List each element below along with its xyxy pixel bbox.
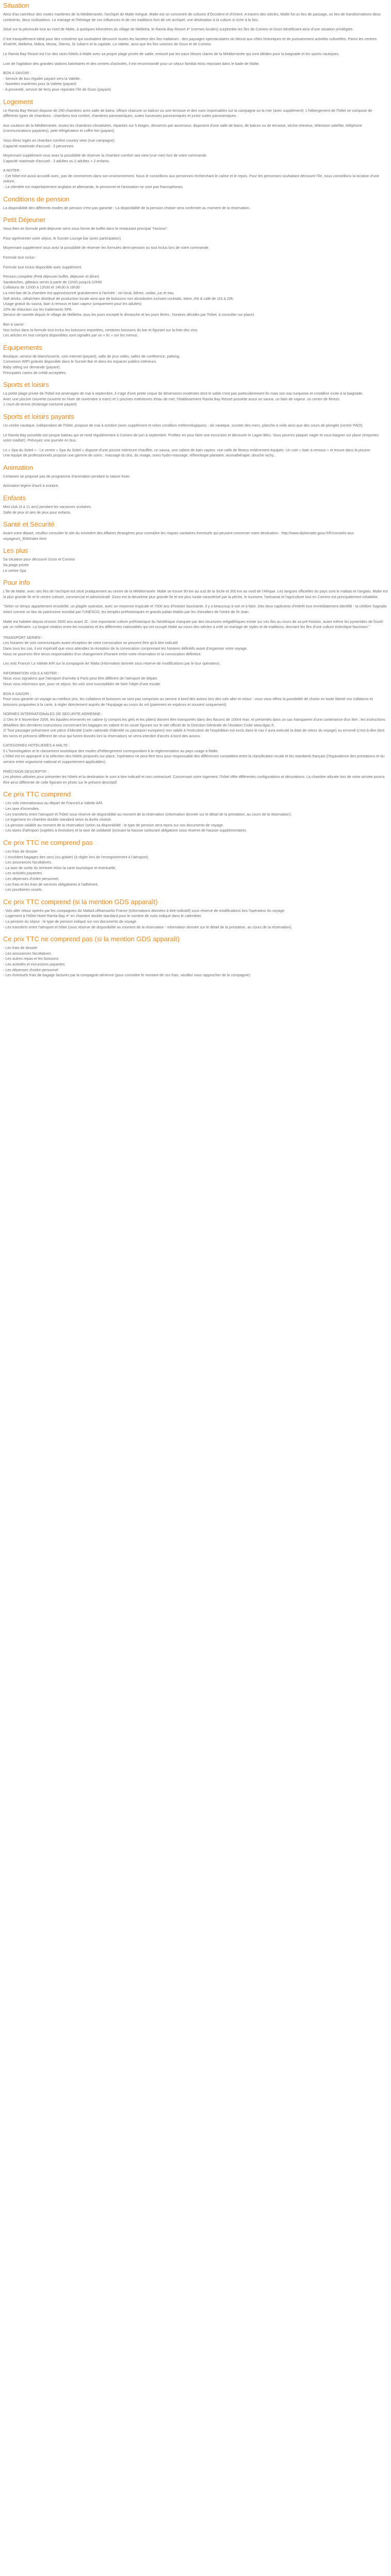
section-paragraph: Le « Spa du Soleil » - Le centre « Spa du Soleil » dispose d'une piscine intérieure chauffée, un sauna, une cabine de bain vapeur, une salle de fitness entièrement équipée. Un coin « bain à remous » et trouve dans la piscine. Une équipe de professionnels propose une gamme de soins : massage du dos, du visage, soins hydro-massage, réflexologie plantaire, aromathérapie, douche vichy... xyxy=(3,447,371,458)
section-paragraph: Pension complète (Petit déjeuner buffet, déjeuner et dîner) Sandwiches, gâteaux servis à partir de 11h00 jusqu'à 22h00 Collations de 11h00 à 12h30 et 14h30 à 16h30 La mini-bar de la chambre est approvisionné gratuitement à l'arrivée : vin local, bières, sodas, jus et eau. Soft drinks, rafraîchies distribué de production locale ainsi que de boissons non alcoolisées incluant cocktails, bière, thé & café de 11h à 23h. Usage gratuit du sauna, bain à remous et bain vapeur (uniquement pour les adultes) 10% de réduction sur les traitements SPA Service de navette depuis le village de Mellieha, tous les jours excepté le dimanche et les jours fériés ; horaires décidés par l'hôtel, à consulter sur place) xyxy=(3,274,254,317)
section-heading: Ce prix TTC comprend xyxy=(3,790,71,799)
section-6 xyxy=(3,413,388,459)
section-list xyxy=(3,801,388,834)
section-paragraph: Un centre nautique, indépendant de l'hôtel, propose de mai à octobre (avec supplément et selon condition météorologiques) : ski nautique, scooter des mers, planche à voile ainsi que des cours de plongée (centre PADI). xyxy=(3,422,364,428)
section-heading: Equipements xyxy=(3,343,42,351)
list-line: - Les vols internationaux au départ de France/La Valette A/R. xyxy=(3,801,104,806)
section-paragraph: La disponibilité des différents modes de pension n'est pas garantie ; La disponibilité de la pension choisie sera confirmée au moment de la réservation. xyxy=(3,205,251,210)
list-line: - Les éventuels frais de bagage facturés par la compagnie aérienne (pour connaître le montant de ces frais, veuillez vous rapprocher de la compagnie) xyxy=(3,973,251,978)
section-heading: Sports et loisirs xyxy=(3,381,49,389)
list-line: - Navettes maritimes pour la Valette (payant) xyxy=(3,81,77,87)
section-heading: Les plus xyxy=(3,547,28,555)
section-paragraph: Le Ramla Bay Resort est l'un des rares hôtels à Malte avec sa propre plage privée de sable, entouré par les eaux bleues claires de la Méditerranée qui vont idéales pour la baignade et les sports nautiques. xyxy=(3,51,340,56)
section-8 xyxy=(3,494,388,515)
section-list xyxy=(3,945,388,978)
section-paragraph: Vous êtes en formule petit-déjeuner servi sous forme de buffet dans le restaurant principal "Horizon". xyxy=(3,226,169,231)
list-line: - Les assurances facultatives xyxy=(3,951,51,956)
section-2 xyxy=(3,195,388,211)
section-16 xyxy=(3,935,388,978)
section-heading: Ce prix TTC ne comprend pas xyxy=(3,839,93,846)
section-paragraph: Sa situation pour découvrir Gozo et Comino Sa plage privée Le centre Spa xyxy=(3,557,75,573)
section-10 xyxy=(3,547,388,573)
section-heading: Animation xyxy=(3,463,33,471)
list-line: - Les taxes d'aéroport (sujettes à évolution) et la taxe de solidarité (incluant la hausse carburant obligatoire sous réserve de hausse supplémentaire). xyxy=(3,828,247,833)
section-heading: Petit Déjeuner xyxy=(3,216,46,224)
section-heading: Enfants xyxy=(3,494,26,502)
list-line: - Les dépenses d'ordre personnel, xyxy=(3,876,59,881)
section-paragraph: Loin de l'agitation des grandes stations balnéaires et des centres d'activités, il est recommandé pour un séjour familial et/ou reposant dans le bade de Malte. xyxy=(3,61,260,66)
section-paragraph: NORMES INTERNATIONALES DE SECURITE AERIENNE : 1/ Dès le 6 Novembre 2006, les liquides emmenés en cabine (y compris les gels et les pâtes) doivent être transportés dans des flacons de 100ml max. et présentés dans un sac transparent d'une contenance d'un litre ; les instructions détaillées des dernières instructions concernant les bagages en cabine et en soute figurant sur le site officiel de la Direction Générale de l'Aviation Civile www.dgac.fr. 2/ Tout passager présentant une pièce d'identité (carte nationale d'identité ou passeport européen) non valide à l'exécution de l'expédition est exclu dans le cas il aura exécuté la date de retour du voyage) ou errrondi (c'est-à-dire dont les noms et prénoms diffèrent de ceux qui furent donnés lors la réservation) se verra interdire d'accès à bord des avions. xyxy=(3,711,385,738)
list-line: - Les frais de dossier xyxy=(3,849,38,854)
section-paragraph: Le Ramla Bay Resort dispose de 290 chambres avec salle de bains, offrant chacune un balcon ou une terrasse et des vues imprenables sur la campagne ou la mer (avec supplément). L'hébergement de l'hôtel se compose de différents types de chambres : chambres tout confort, chambres panoramiques, suites luxueuses panoramiques et junior suites panoramiques. xyxy=(3,108,373,118)
section-paragraph: L'île de Malte, avec ses îles de l'archipel est situé pratiquement au centre de la Méditerranée. Malte se trouve 90 km au sud de la Sicile et 300 km au nord de l'Afrique. Les langues officielles du pays sont le maltais et l'anglais. Malte est la plus grande île et le centre culturel, commercial et administratif. Gozo est la deuxième plus grande île et est plus rurale caractérisé par la pêche, le tourisme, l'artisanat et l'agriculture tout en Comino est principalement inhabitée. xyxy=(3,589,389,599)
list-line: - Logement à l'Hôtel Hotel Ramla Bay 4* en chambre double standard pour le nombre de nuits indiqué dans le calendrier. xyxy=(3,913,202,919)
section-paragraph: Vous élirez logés en chambre comfort country view (vue campagne) Capacité maximale d'accueil : 3 personnes xyxy=(3,138,115,148)
section-paragraph: La petite plage privée de l'hôtel est aménagée de mai à septembre, il s'agit d'une petite crique de dimensions modestes dont le sable n'est pas particulièrement fin mais son eau turquoise et cristalline incite à la baignade. Avec une piscine couverte (ouverte en hiver de novembre à mars) et 2 piscines extérieures d'eau de mer, l'établissement Ramla Bay Resort possède aussi un sauna, un bain de vapeur, un centre de fitness. 1 court de tennis (éclairage nocturne payant) xyxy=(3,391,364,407)
section-paragraph: Aux couleurs de la Méditerranée, toutes les chambres climatisées, réparties sur 5 étages, desservis par ascenseur, disposent d'une salle de bains, de balcon ou de terrasse, sèche-cheveux, télévision satellite, téléphone (communications payantes), petit réfrigérateur et coffre fort (payant). xyxy=(3,123,363,133)
section-paragraph: Formule tout inclus : xyxy=(3,255,37,260)
section-paragraph: Moyennant supplément vous avez la possibilité de réserver les formules demi-pension ou tout inclus lors de votre commande. xyxy=(3,245,209,250)
list-line: - Les dépenses d'ordre personnel xyxy=(3,967,58,972)
document-page xyxy=(0,0,391,1004)
section-heading: Logement xyxy=(3,97,33,106)
list-line: - La pension valable au moment de la réservation (selon sa disponibilité : le type de pension sera repris sur vos documents de voyage. xyxy=(3,822,224,827)
list-line: - L'excédent bagages des secs (ou gobier) (à régler lors de l'enregistrement à l'aéroport). xyxy=(3,854,149,859)
section-paragraph: Le Ramla Bay possède son propre bateau qui se rend régulièrement à Comino de juin à septembre. Profitez en pour faire une excursion et découvrir le Lagon Bleu. Vous pourrez plaquer nager et vous baigner sur place (emportez votre maillot!). Prévoyez une journée en bus. xyxy=(3,432,380,443)
section-1 xyxy=(3,98,388,190)
section-paragraph: Animation légère d'avril à octobre. xyxy=(3,483,59,488)
list-line: - Les autres repas et les boissons xyxy=(3,956,59,961)
section-paragraph: Mini club (4 à 11 ans) pendant les vacances scolaires. Salle de jeux et aire de jeux pour enfants. xyxy=(3,504,92,515)
section-paragraph: A NOTER : - Cet hôtel est aussi accueilli avec, pas de commerces dans son environnement. Nous le conseillons aux personnes recherchant le calme et le repos. Pour les personnes souhaitant découvrir l'île, nous conseillons la location d'une voiture. - La clientèle est majoritairement anglaise et allemande, le personnel et l'animation ne sont pas francophones. xyxy=(3,168,380,190)
section-paragraph: Bon à savoir : Nos inclus dans la formule tout inclus les boissons importées, certaines boissons du bar et figurant sur la liste des vins. Les articles en tout compris disponibles sont signalés par un « tic » sur les menus. xyxy=(3,321,199,338)
list-line: - Le logement en chambre double standard selon la durée choisie. xyxy=(3,817,112,822)
section-heading: Santé et Sécurité xyxy=(3,520,55,529)
section-paragraph: Ainsi d'au carrefour des routes maritimes de la Méditerranée, l'archipel de Malte intrigue. Malte est un concentré de cultures d'Occident et d'Orient. A travers des siècles, Malte fut un lieu de passage, un lieu de transformations deux continents, deux civilisations. Le mariage et l'héritage de ces influences et de ces traditions font de cet archipel, une destination à la culture si riche à la fois. xyxy=(3,12,382,22)
section-paragraph: Pour agrémenter votre séjour, le Sunset Lounge bar (avec participation) xyxy=(3,235,121,241)
list-line: - A proximité, service de ferry pour rejoindre l'île de Gozo (payant) xyxy=(3,87,111,92)
section-paragraph: INFORMATION VOLS A NOTER : Nous vous signalons que l'aéroport d'arrivée à Paris peut être différent de l'aéroport de départ. Nous vous informons que, pour ce séjour, les vols sont susceptibles de faire l'objet d'une escale. xyxy=(3,670,161,686)
list-line: - Les frais de dossier xyxy=(3,945,38,951)
list-line: - Les assurances facultatives. xyxy=(3,860,52,865)
list-line: BON A SAVOIR : xyxy=(3,71,31,76)
section-paragraph: Certaines se propose pas de programme d'animation pendant la saison hiver. xyxy=(3,473,131,479)
list-line: - Vols aller retour opérés par les compagnies Air Malta/Lufthansa/Air France (Informations données à titre indicatif) sous réserve de modifications lors l'opérateur du voyage. xyxy=(3,908,286,913)
section-4 xyxy=(3,344,388,376)
section-paragraph: Les vols France/ La Valette A/R sur la compagnie Air Malta (information donnée sous réserve de modifications par le tour opérateur). xyxy=(3,661,221,666)
section-paragraph: Boutique, service de blanchisserie, coin internet (payant), salle de jeux vidéo, salles de conférence, parking. Connexion WIFI gratuite disponible dans le Sunset Bar et dans les espaces publics intérieurs. Baby sitting sur demande (payant). Principales cartes de crédit acceptées. xyxy=(3,353,181,375)
list-line: - Les transferts entre l'aéroport et hôtel (sous réserve de disponibilité au moment de la réservation - information donnée sur le détail de la prestation, au cours de la réservation). xyxy=(3,924,292,929)
section-list xyxy=(3,71,388,92)
list-line: - Les frais et les frais de services obligatoires à l'adhérent, xyxy=(3,882,99,887)
section-paragraph: Formule tout inclus disponible avec supplément. xyxy=(3,264,83,269)
section-paragraph: Avant votre départ, veuillez consulter le site du ministère des Affaires étrangères pour connaître les risques sanitaires éventuels qui peuvent concerner votre destination : http://www.diplomatie.gouv.fr/fr/conseils-aux-voyageurs_909/index.html xyxy=(3,531,355,541)
section-paragraph: BON A SAVOIR : Pour vous garantir un voyage au meilleur prix, les collations et boissons ne sont pas comprises au service à bord des avions lors des vols aller et retour : vous vous offrez la possibilité de choisir en toute liberté vos collations et boissons proposées à la carte, à régler directement auprès de l'équipage au cours du vol (paiement en espèces et souvent uniquement). xyxy=(3,691,373,707)
section-9 xyxy=(3,520,388,541)
section-heading: Ce prix TTC ne comprend pas (si la mention GDS apparaît) xyxy=(3,935,180,943)
section-13 xyxy=(3,790,388,834)
section-5 xyxy=(3,381,388,408)
section-paragraph: Malte est habitée depuis environ 5000 ans avant JC. Une importante culture préhistorique du Néolithique marquée par des structures mégalithiques existe sur ces îles au cours de sa pré-histoire, avant même les pyramides de Gizeh par un millénaire. La longue relation entre les insulaires et les différentes nationalités qui ont occupé Malte au cours des siècles a créé un mariage de styles et de traditions, donnant les îles d'une culture éclectique fascinant." xyxy=(3,619,384,630)
section-11 xyxy=(3,579,388,630)
section-paragraph: C'est tranquillement idéal pour des croisières qui souhaitent découvrir toutes les facettes des îles maltaises : des paysages spectaculaires du littoral aux côtes historiques et de puissamment activités culturelles. Parmi les centres d'intérêt, Mellieha, Mdina, Mosta, Sliema, St Julian's et la capitale, La Valette, ainsi que les îles voisines de Gozo et de Comino. xyxy=(3,36,378,47)
list-line: - Service de bus régulier payant vers la Valette. xyxy=(3,76,81,81)
section-15 xyxy=(3,898,388,930)
list-line: - Les pourboires usuels. xyxy=(3,887,43,892)
section-heading: Conditions de pension xyxy=(3,195,70,203)
section-paragraph: TRANSPORT AERIEN : Les horaires de vols communiqués avant réception de votre convocation ne peuvent être qu'à titre indicatif. Dans tous les cas, il est impératif que vous attendiez la réception de la convocation comprenant les horaires définitifs avant d'organiser votre voyage. Nous ne pourrons être tenus responsables d'un changement d'horaire entre votre réservation et la convocation définitive. xyxy=(3,635,248,656)
list-line: - Les transferts entre l'aéroport et l'hôtel sous réserve de disponibilité au moment de la réservation (information donnée sur le détail de la prestation, au cours de la réservation). xyxy=(3,811,292,817)
section-paragraph: Moyennant supplément vous avez la possibilité de réserver la chambre comfort sea view (vue mer) lors de votre commande. Capacité maximale d'accueil : 3 adultes ou 2 adultes + 2 enfants. xyxy=(3,153,207,163)
section-heading: Pour info xyxy=(3,579,30,587)
section-3 xyxy=(3,216,388,338)
list-line: - La pension du séjour : le type de pension indiqué sur vos documents de voyage. xyxy=(3,919,138,924)
section-paragraph: "Selon un temps appartement ensoleillé, un plagée oyanaise, avec un moyenne tropicale et 7000 ans d'histoire fascinante, il y a beaucoup à voir et à faire. Des lieux captivants d'intérêt tout immédiatement identifié : la célèbre Sagrada intact comme un lieu du patrimoine mondial par l'UNESCO, les temples préhistoriques et grands palais établis par les chevaliers de l'ordre de St Jean. xyxy=(3,604,388,614)
section-0 xyxy=(3,2,388,93)
section-heading: Situation xyxy=(3,2,29,9)
section-paragraph: CATEGORIES HOTELIERES A MALTE : 5 L'homologation et le classement touristique des modes d'hébergement correspondant à la réglementation au pays usage à Malte. L'hôtel est en approprié à la sélection des hôtels proposés sur place, l'opérateur ne peut être tenu pour responsable des différences constatées entre la classification locale et les standards français (l'équivalence des prestations et du service entre organisme national et supportement applicables). xyxy=(3,743,385,765)
section-heading: Ce prix TTC comprend (si la mention GDS apparaît) xyxy=(3,897,158,906)
section-list xyxy=(3,908,388,930)
list-line: - La taxe de sortie du territoire et/ou la carte touristique et éventuelle, xyxy=(3,865,117,870)
section-heading: Sports et loisirs payants xyxy=(3,412,75,420)
section-paragraph: Situé sur la péninsule tout au nord de Malte, à quelques kilomètres du village de Mellieha, le Ramla Bay Resort 4* (normes locales) surplombe les îles de Comino et Gozo bénéficiant ainsi d'une situation privilégiée. xyxy=(3,27,354,32)
section-12 xyxy=(3,635,388,786)
section-paragraph: PRÉCISION DESCRIPTIF : Les photos utilisées pour présenter les hôtels et la destination le sont à titre indicatif et non contractuel. Concernant votre logement, l'hôtel offre différentes configurations et décorations. La chambre allouée lors de votre arrivée pourra être ainsi différente de celle figurant en photo sur le présent descriptif. xyxy=(3,769,385,785)
section-list xyxy=(3,849,388,893)
list-line: - Les activités et excursions payantes xyxy=(3,961,65,967)
section-14 xyxy=(3,839,388,893)
list-line: - Les activités payantes. xyxy=(3,871,43,876)
list-line: - Les taxe d'incendies xyxy=(3,806,39,811)
section-7 xyxy=(3,464,388,489)
